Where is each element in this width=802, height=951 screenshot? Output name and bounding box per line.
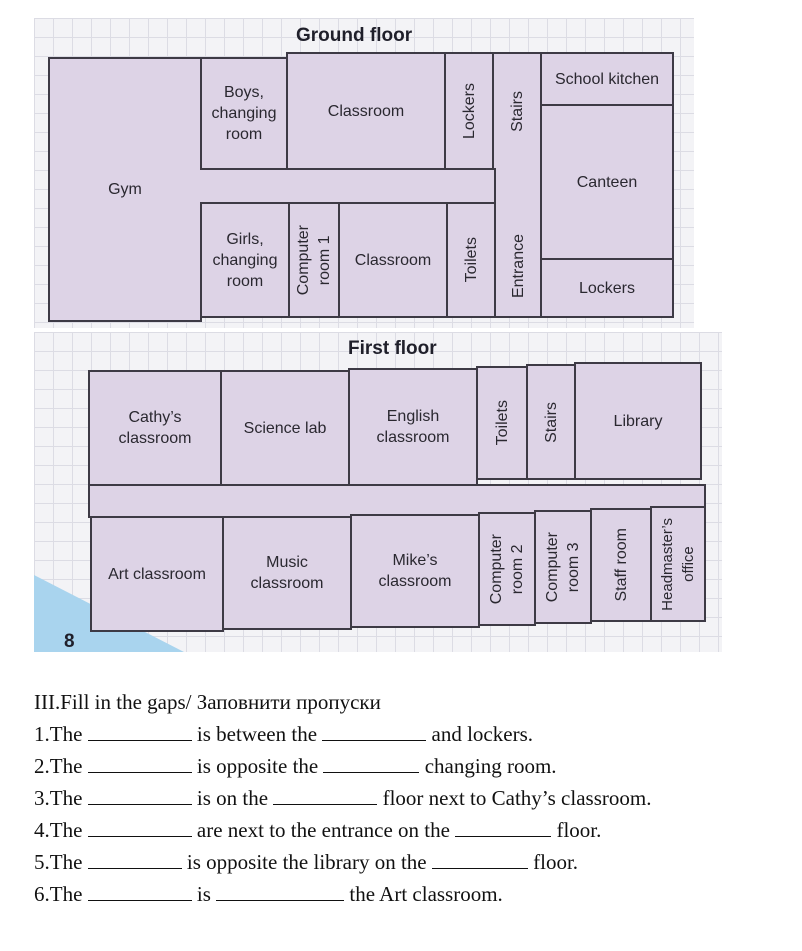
room-stairs-first: Stairs	[526, 364, 576, 480]
room-library: Library	[574, 362, 702, 480]
exercise-line-6: 6.The is the Art classroom.	[34, 882, 503, 906]
gap-1b[interactable]	[322, 722, 426, 741]
gap-2a[interactable]	[88, 754, 192, 773]
gap-6a[interactable]	[88, 882, 192, 901]
gap-3b[interactable]	[273, 786, 377, 805]
gap-4a[interactable]	[88, 818, 192, 837]
room-computer-room-2: Computer room 2	[478, 512, 536, 626]
ground-corridor	[200, 168, 542, 204]
room-cathys-classroom: Cathy’s classroom	[88, 370, 222, 486]
room-computer-room-3: Computer room 3	[534, 510, 592, 624]
gap-1a[interactable]	[88, 722, 192, 741]
room-classroom-top: Classroom	[286, 52, 446, 170]
exercise-line-4: 4.The are next to the entrance on the floor.	[34, 818, 602, 842]
room-headmasters-office: Headmaster’s office	[650, 506, 706, 622]
room-staff-room: Staff room	[590, 508, 652, 622]
room-art-classroom: Art classroom	[90, 516, 224, 632]
exercise-line-2: 2.The is opposite the changing room.	[34, 754, 557, 778]
first-floor-title: First floor	[348, 338, 437, 359]
room-english-classroom: English classroom	[348, 368, 478, 486]
gap-4b[interactable]	[455, 818, 551, 837]
room-gym: Gym	[48, 57, 202, 322]
room-entrance: Entrance	[494, 168, 542, 318]
gap-2b[interactable]	[323, 754, 419, 773]
room-school-kitchen: School kitchen	[540, 52, 674, 106]
gap-5a[interactable]	[88, 850, 182, 869]
ground-floor-title: Ground floor	[296, 25, 413, 46]
gap-5b[interactable]	[432, 850, 528, 869]
room-mikes-classroom: Mike’s classroom	[350, 514, 480, 628]
room-toilets-first: Toilets	[476, 366, 528, 480]
room-computer-room-1: Computer room 1	[288, 202, 340, 318]
room-classroom-bottom: Classroom	[338, 202, 448, 318]
room-music-classroom: Music classroom	[222, 516, 352, 630]
room-lockers-top: Lockers	[444, 52, 494, 170]
exercise-line-5: 5.The is opposite the library on the floor.	[34, 850, 579, 874]
room-girls-changing: Girls, changing room	[200, 202, 290, 318]
gap-6b[interactable]	[216, 882, 344, 901]
exercise-line-3: 3.The is on the floor next to Cathy’s classroom.	[34, 786, 652, 810]
exercise-line-1: 1.The is between the and lockers.	[34, 722, 533, 746]
page-number: 8	[64, 631, 75, 652]
room-stairs-ground: Stairs	[492, 52, 542, 170]
room-boys-changing: Boys, changing room	[200, 57, 288, 170]
room-toilets-ground: Toilets	[446, 202, 496, 318]
room-lockers-bottom: Lockers	[540, 258, 674, 318]
room-science-lab: Science lab	[220, 370, 350, 486]
room-canteen: Canteen	[540, 104, 674, 260]
gap-3a[interactable]	[88, 786, 192, 805]
exercise-title: III.Fill in the gaps/ Заповнити пропуски	[34, 690, 381, 714]
